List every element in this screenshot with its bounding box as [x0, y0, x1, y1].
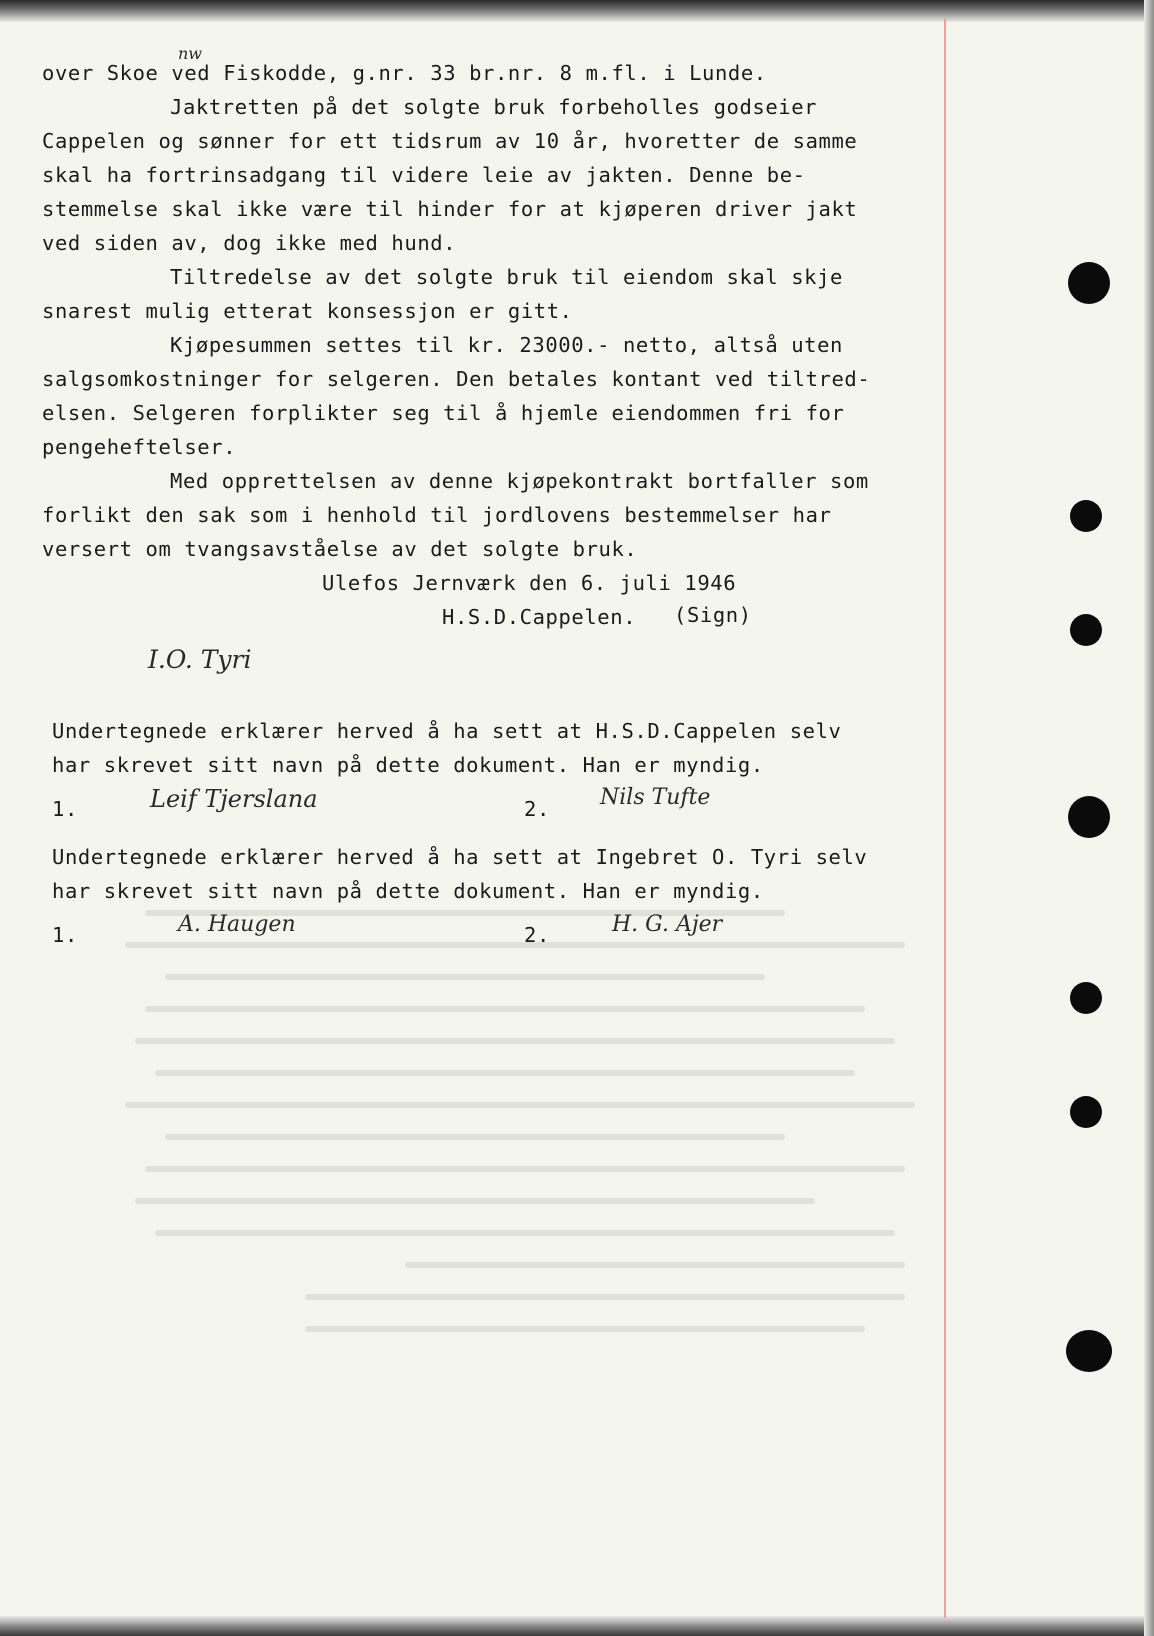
text-line-10: salgsomkostninger for selgeren. Den betales kontant ved tiltred- — [42, 367, 871, 391]
bleed-through-lines — [105, 900, 965, 1400]
text-line-7: Tiltredelse av det solgte bruk til eiendom skal skje — [170, 265, 843, 289]
punch-hole — [1068, 796, 1110, 838]
text-line-15: versert om tvangsavståelse av det solgte bruk. — [42, 537, 638, 561]
place-date-line: Ulefos Jernværk den 6. juli 1946 — [322, 571, 737, 595]
witness-4-number: 2. — [524, 923, 550, 947]
text-line-2: Jaktretten på det solgte bruk forbeholles godseier — [170, 95, 818, 119]
signature-tjerslana: Leif Tjerslana — [150, 785, 318, 813]
sign-mark: (Sign) — [674, 603, 752, 627]
witness-statement-1-line-1: Undertegnede erklærer herved å ha sett at H.S.D.Cappelen selv — [52, 719, 842, 743]
witness-statement-1-line-2: har skrevet sitt navn på dette dokument. Han er myndig. — [52, 753, 764, 777]
text-line-6: ved siden av, dog ikke med hund. — [42, 231, 457, 255]
punch-hole — [1068, 262, 1110, 304]
witness-1-number: 1. — [52, 797, 78, 821]
bleed-through-texture — [60, 880, 920, 1380]
punch-hole — [1070, 1096, 1102, 1128]
punch-hole — [1070, 982, 1102, 1014]
witness-statement-2-line-1: Undertegnede erklærer herved å ha sett at Ingebret O. Tyri selv — [52, 845, 868, 869]
scan-edge-top — [0, 0, 1154, 22]
text-line-11: elsen. Selgeren forplikter seg til å hjemle eiendommen fri for — [42, 401, 845, 425]
text-line-14: forlikt den sak som i henhold til jordlovens bestemmelser har — [42, 503, 832, 527]
text-line-12: pengeheftelser. — [42, 435, 237, 459]
text-line-9: Kjøpesummen settes til kr. 23000.- netto, altså uten — [170, 333, 843, 357]
text-line-4: skal ha fortrinsadgang til videre leie av jakten. Denne be- — [42, 163, 806, 187]
text-line-5: stemmelse skal ikke være til hinder for at kjøperen driver jakt — [42, 197, 858, 221]
signature-haugen: A. Haugen — [178, 912, 296, 937]
text-line-1: over Skoe ved Fiskodde, g.nr. 33 br.nr. 8 m.fl. i Lunde. — [42, 61, 767, 85]
text-line-3: Cappelen og sønner for ett tidsrum av 10 år, hvoretter de samme — [42, 129, 858, 153]
text-line-8: snarest mulig etterat konsessjon er gitt. — [42, 299, 573, 323]
text-line-13: Med opprettelsen av denne kjøpekontrakt bortfaller som — [170, 469, 869, 493]
signature-tyri: I.O. Tyri — [148, 645, 252, 674]
scan-edge-right — [1144, 0, 1154, 1636]
signature-tufte: Nils Tufte — [600, 785, 711, 810]
signature-ajer: H. G. Ajer — [612, 912, 723, 937]
handwritten-insert: nw — [178, 44, 202, 63]
punch-hole — [1070, 500, 1102, 532]
punch-hole — [1066, 1330, 1112, 1372]
witness-3-number: 1. — [52, 923, 78, 947]
witness-statement-2-line-2: har skrevet sitt navn på dette dokument. Han er myndig. — [52, 879, 764, 903]
witness-2-number: 2. — [524, 797, 550, 821]
signer-name: H.S.D.Cappelen. — [442, 605, 637, 629]
scan-edge-bottom — [0, 1616, 1154, 1636]
punch-hole — [1070, 614, 1102, 646]
